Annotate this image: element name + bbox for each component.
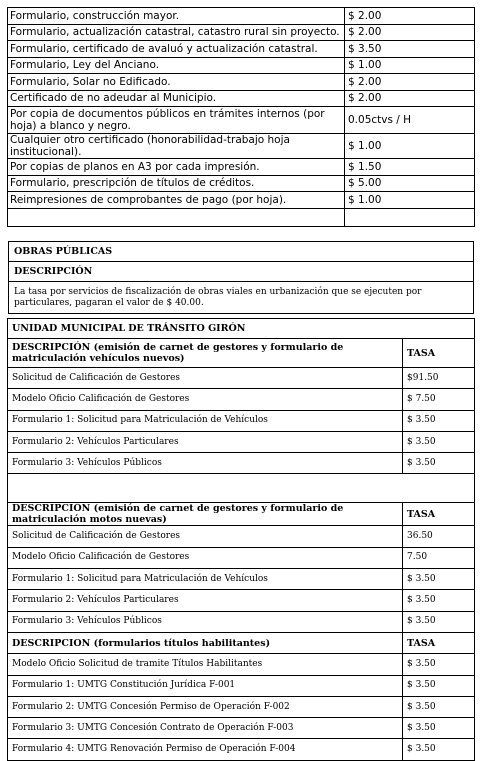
table-row-label: Formulario 2: Vehículos Particulares: [8, 590, 403, 611]
table-row-label: Formulario 2: Vehículos Particulares: [8, 431, 403, 452]
table-row: [8, 134, 475, 159]
table-row-value: $ 7.50: [403, 389, 475, 410]
fee-description: Formulario, Ley del Anciano.: [8, 57, 345, 74]
table-row-label: Formulario 2: UMTG Concesión Permiso de Operación F-002: [8, 696, 403, 717]
fee-description: Reimpresiones de comprobantes de pago (por hoja).: [8, 192, 345, 209]
table-row-value: $91.50: [403, 368, 475, 389]
table-row-label: Solicitud de Calificación de Gestores: [8, 368, 403, 389]
tasa-header: TASA: [403, 339, 475, 368]
fee-price: $ 3.50: [345, 41, 475, 58]
fee-description: Cualquier otro certificado (honorabilidad-trabajo hoja institucional).: [8, 134, 345, 159]
fee-description: Formulario, prescripción de títulos de créditos.: [8, 175, 345, 192]
fee-price: $ 2.00: [345, 24, 475, 41]
table-row-value: $ 3.50: [403, 431, 475, 452]
fee-price: $ 2.00: [345, 8, 475, 25]
umtg-title: UNIDAD MUNICIPAL DE TRÁNSITO GIRÓN: [8, 319, 475, 339]
table-row: [8, 90, 475, 107]
table-row-label: Modelo Oficio Calificación de Gestores: [8, 389, 403, 410]
table-row-label: Formulario 1: Solicitud para Matriculación de Vehículos: [8, 569, 403, 590]
empty-cell: [8, 208, 345, 226]
fee-price: $ 2.00: [345, 74, 475, 91]
section3-header: DESCRIPCION (formularios títulos habilitantes): [8, 632, 403, 653]
fee-description: Formulario, actualización catastral, catastro rural sin proyecto.: [8, 24, 345, 41]
table-row-value: 36.50: [403, 526, 475, 547]
table-row-label: Formulario 3: UMTG Concesión Contrato de Operación F-003: [8, 718, 403, 739]
section1-header: DESCRIPCIÓN (emisión de carnet de gestores y formulario de matriculación vehículos nuevos): [8, 339, 403, 368]
table-row-value: $ 3.50: [403, 654, 475, 675]
fee-price: $ 1.50: [345, 159, 475, 176]
table-row-value: $ 3.50: [403, 590, 475, 611]
table-row: [8, 192, 475, 209]
table-row: [8, 8, 475, 25]
fee-price: $ 5.00: [345, 175, 475, 192]
table-row-value: $ 3.50: [403, 453, 475, 474]
umtg-table: [7, 318, 475, 761]
fee-price: $ 1.00: [345, 192, 475, 209]
table-row-label: Formulario 1: UMTG Constitución Jurídica F-001: [8, 675, 403, 696]
table-row-value: $ 3.50: [403, 569, 475, 590]
fee-description: Por copia de documentos públicos en trámites internos (por hoja) a blanco y negro.: [8, 107, 345, 134]
table-row: [8, 107, 475, 134]
table-row-label: Formulario 3: Vehículos Públicos: [8, 453, 403, 474]
table-row-label: Modelo Oficio Calificación de Gestores: [8, 547, 403, 568]
obras-publicas-table: [8, 241, 474, 314]
fee-price: $ 2.00: [345, 90, 475, 107]
table-row-label: Formulario 3: Vehículos Públicos: [8, 611, 403, 632]
table-row-value: $ 3.50: [403, 611, 475, 632]
fee-price: 0.05ctvs / H: [345, 107, 475, 134]
section2-header: DESCRIPCIÓN (emisión de carnet de gestores y formulario de matriculación motos nuevas): [8, 503, 403, 526]
table-row-label: Modelo Oficio Solicitud de tramite Títulos Habilitantes: [8, 654, 403, 675]
empty-cell: [345, 208, 475, 226]
table-spacer: [8, 474, 475, 503]
table-row-label: Formulario 1: Solicitud para Matriculación de Vehículos: [8, 410, 403, 431]
fee-description: Por copias de planos en A3 por cada impresión.: [8, 159, 345, 176]
table-row-value: 7.50: [403, 547, 475, 568]
obras-text: La tasa por servicios de fiscalización de obras viales en urbanización que se ejecuten por particulares, pagaran el valor de $ 40.00.: [9, 282, 474, 314]
obras-title: OBRAS PÚBLICAS: [9, 242, 474, 262]
fee-description: Formulario, Solar no Edificado.: [8, 74, 345, 91]
fee-description: Formulario, construcción mayor.: [8, 8, 345, 25]
table-row-empty: [8, 208, 475, 226]
table-row-label: Solicitud de Calificación de Gestores: [8, 526, 403, 547]
fees-table: [7, 7, 475, 227]
table-row: [8, 175, 475, 192]
table-row-value: $ 3.50: [403, 718, 475, 739]
table-row-value: $ 3.50: [403, 696, 475, 717]
table-row: [8, 24, 475, 41]
table-row-value: $ 3.50: [403, 410, 475, 431]
table-row: [8, 41, 475, 58]
fee-price: $ 1.00: [345, 57, 475, 74]
table-row: [8, 159, 475, 176]
obras-subtitle: DESCRIPCIÓN: [9, 262, 474, 282]
table-row: [8, 57, 475, 74]
table-row: [8, 74, 475, 91]
fee-description: Formulario, certificado de avaluó y actualización catastral.: [8, 41, 345, 58]
tasa-header: TASA: [403, 503, 475, 526]
table-row-label: Formulario 4: UMTG Renovación Permiso de Operación F-004: [8, 739, 403, 760]
fee-price: $ 1.00: [345, 134, 475, 159]
tasa-header: TASA: [403, 632, 475, 653]
table-row-value: $ 3.50: [403, 739, 475, 760]
table-row-value: $ 3.50: [403, 675, 475, 696]
fee-description: Certificado de no adeudar al Municipio.: [8, 90, 345, 107]
